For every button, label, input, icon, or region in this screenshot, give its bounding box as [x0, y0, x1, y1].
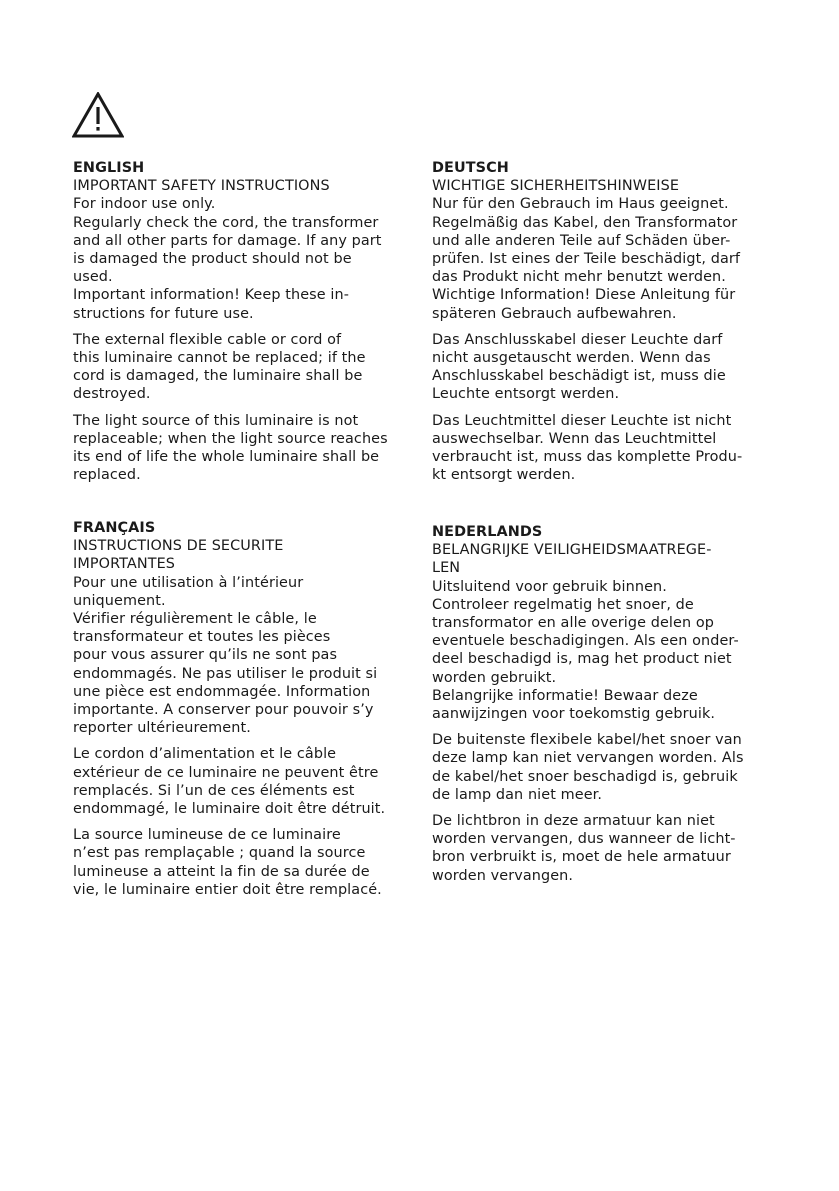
cable-paragraph — [432, 731, 777, 804]
text-line: and all other parts for damage. If any part — [73, 232, 382, 249]
language-heading-nederlands: NEDERLANDS — [432, 524, 543, 540]
text-line: deel beschadigd is, mag het product niet — [432, 651, 732, 668]
text-line: For indoor use only. — [73, 196, 216, 213]
text-line: prüfen. Ist eines der Teile beschädigt, darf — [432, 251, 741, 268]
language-heading-francais: FRANÇAIS — [73, 520, 156, 536]
text-line: extérieur de ce luminaire ne peuvent être — [73, 764, 379, 781]
text-line: Le cordon d’alimentation et le câble — [73, 746, 337, 763]
text-line: structions for future use. — [73, 305, 254, 322]
safety-paragraph — [73, 537, 418, 737]
safety-paragraph — [73, 177, 418, 323]
text-line: auswechselbar. Wenn das Leuchtmittel — [432, 430, 717, 447]
text-line: Belangrijke informatie! Bewaar deze — [432, 687, 698, 704]
text-line: reporter ultérieurement. — [73, 720, 251, 737]
text-line: WICHTIGE SICHERHEITSHINWEISE — [432, 178, 680, 195]
text-line: endommagé, le luminaire doit être détruit. — [73, 801, 386, 818]
text-line: replaceable; when the light source reaches — [73, 430, 388, 447]
text-line: worden gebruikt. — [432, 669, 557, 686]
text-line: this luminaire cannot be replaced; if the — [73, 350, 366, 367]
text-line: worden vervangen. — [432, 867, 574, 884]
text-line: worden vervangen, dus wanneer de licht- — [432, 831, 736, 848]
text-line: is damaged the product should not be — [73, 251, 352, 268]
text-line: De buitenste flexibele kabel/het snoer van — [432, 732, 742, 749]
language-heading-deutsch: DEUTSCH — [432, 160, 509, 176]
text-line: kt entsorgt werden. — [432, 467, 576, 484]
text-line: das Produkt nicht mehr benutzt werden. — [432, 269, 726, 286]
light-source-paragraph — [73, 412, 418, 485]
text-line: une pièce est endommagée. Information — [73, 683, 371, 700]
text-line: Wichtige Information! Diese Anleitung für — [432, 287, 736, 304]
text-line: aanwijzingen voor toekomstig gebruik. — [432, 706, 716, 723]
text-line: de lamp dan niet meer. — [432, 786, 603, 803]
text-line: nicht ausgetauscht werden. Wenn das — [432, 350, 711, 367]
text-line: cord is damaged, the luminaire shall be — [73, 368, 363, 385]
deutsch-section — [432, 159, 777, 484]
text-line: The external flexible cable or cord of — [73, 331, 342, 348]
text-line: Das Anschlusskabel dieser Leuchte darf — [432, 331, 723, 348]
text-line: INSTRUCTIONS DE SECURITE — [73, 538, 284, 555]
text-line: used. — [73, 269, 113, 286]
text-line: Uitsluitend voor gebruik binnen. — [432, 578, 667, 595]
text-line: De lichtbron in deze armatuur kan niet — [432, 813, 715, 830]
text-line: de kabel/het snoer beschadigd is, gebruik — [432, 768, 738, 785]
text-line: replaced. — [73, 467, 141, 484]
text-line: transformator en alle overige delen op — [432, 615, 715, 632]
text-line: deze lamp kan niet vervangen worden. Als — [432, 750, 744, 767]
text-line: endommagés. Ne pas utiliser le produit si — [73, 665, 378, 682]
francais-section — [73, 519, 418, 899]
text-line: Nur für den Gebrauch im Haus geeignet. — [432, 196, 729, 213]
text-line: transformateur et toutes les pièces — [73, 629, 331, 646]
text-line: Controleer regelmatig het snoer, de — [432, 596, 694, 613]
language-heading-english: ENGLISH — [73, 160, 145, 176]
text-line: vie, le luminaire entier doit être remplacé. — [73, 881, 382, 898]
text-line: verbraucht ist, muss das komplette Produ- — [432, 449, 743, 466]
text-line: Pour une utilisation à l’intérieur — [73, 574, 304, 591]
text-line: bron verbruikt is, moet de hele armatuur — [432, 849, 731, 866]
text-line: The light source of this luminaire is not — [73, 412, 359, 429]
text-line: lumineuse a atteint la fin de sa durée de — [73, 863, 370, 880]
text-line: its end of life the whole luminaire shall be — [73, 449, 380, 466]
text-line: Important information! Keep these in- — [73, 287, 350, 304]
light-source-paragraph — [432, 412, 777, 485]
text-line: n’est pas remplaçable ; quand la source — [73, 845, 366, 862]
text-line: späteren Gebrauch aufbewahren. — [432, 305, 677, 322]
text-line: Das Leuchtmittel dieser Leuchte ist nicht — [432, 412, 732, 429]
text-line: Regelmäßig das Kabel, den Transformator — [432, 214, 738, 231]
cable-paragraph — [73, 745, 418, 818]
text-line: eventuele beschadigingen. Als een onder- — [432, 633, 739, 650]
cable-paragraph — [73, 331, 418, 404]
text-line: IMPORTANT SAFETY INSTRUCTIONS — [73, 178, 330, 195]
safety-paragraph — [432, 177, 777, 323]
text-line: Vérifier régulièrement le câble, le — [73, 611, 317, 628]
text-line: pour vous assurer qu’ils ne sont pas — [73, 647, 338, 664]
text-line: BELANGRIJKE VEILIGHEIDSMAATREGE- — [432, 542, 712, 559]
text-line: IMPORTANTES — [73, 556, 176, 573]
text-line: und alle anderen Teile auf Schäden über- — [432, 232, 731, 249]
nederlands-section — [432, 523, 777, 885]
warning-icon — [72, 92, 124, 138]
safety-paragraph — [432, 541, 777, 723]
text-line: Regularly check the cord, the transformer — [73, 214, 379, 231]
light-source-paragraph — [73, 826, 418, 899]
text-line: uniquement. — [73, 592, 166, 609]
text-line: Leuchte entsorgt werden. — [432, 386, 620, 403]
english-section — [73, 159, 418, 484]
light-source-paragraph — [432, 812, 777, 885]
text-line: La source lumineuse de ce luminaire — [73, 827, 341, 844]
text-line: importante. A conserver pour pouvoir s’y — [73, 702, 374, 719]
text-line: destroyed. — [73, 386, 151, 403]
text-line: LEN — [432, 560, 461, 577]
text-line: remplacés. Si l’un de ces éléments est — [73, 782, 355, 799]
cable-paragraph — [432, 331, 777, 404]
text-line: Anschlusskabel beschädigt ist, muss die — [432, 368, 726, 385]
